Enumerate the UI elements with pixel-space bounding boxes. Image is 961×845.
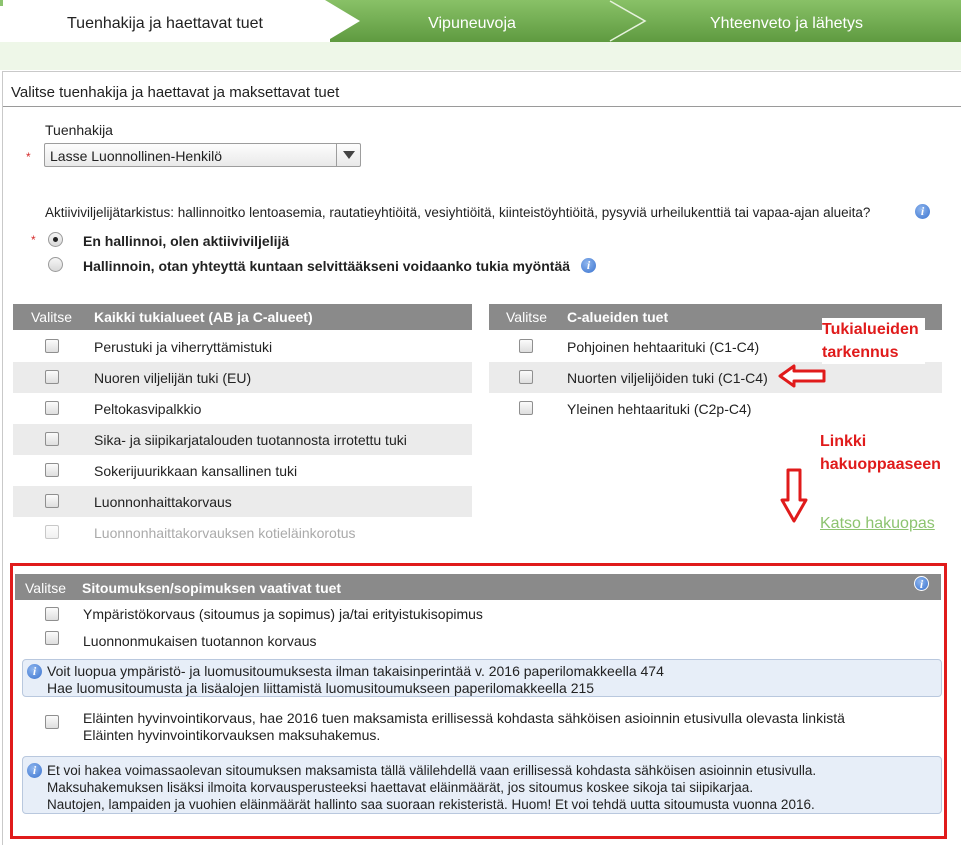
table-row (13, 331, 472, 362)
arrow-down-icon (779, 468, 809, 524)
table-row (13, 486, 472, 517)
applicant-select[interactable] (44, 143, 361, 167)
row-label: Sika- ja siipikarjatalouden tuotannosta irrotettu tuki (94, 432, 407, 448)
row-label: Nuoren viljelijän tuki (EU) (94, 370, 252, 386)
panel-divider (3, 106, 961, 107)
panel-title: Valitse tuenhakija ja haettavat ja maksettavat tuet (11, 84, 340, 101)
info-line: Hae luomusitoumusta ja lisäalojen liittamistä luomusitoumukseen paperilomakkeella 215 (47, 680, 595, 696)
checkbox[interactable] (519, 339, 533, 353)
info-line: Et voi hakea voimassaolevan sitoumuksen maksamista tällä välilehdellä vaan erillisessä kohdasta sähköisen asioinnin etusivulla. (47, 763, 817, 778)
annotation-line: tarkennus (822, 344, 899, 361)
column-header-title: Sitoumuksen/sopimuksen vaativat tuet (82, 580, 342, 596)
radio-manages-facilities[interactable] (48, 257, 63, 272)
table-row (13, 517, 472, 548)
info-box-text (47, 762, 816, 813)
required-marker: * (31, 233, 36, 247)
table-row (13, 455, 472, 486)
tab-label: Tuenhakija ja haettavat tuet (67, 15, 263, 32)
required-marker: * (26, 150, 31, 164)
commitment-label: Luonnonmukaisen tuotannon korvaus (83, 633, 317, 649)
info-box (22, 756, 942, 814)
tab-yhteenveto[interactable] (612, 6, 961, 42)
annotation-link-note (820, 430, 941, 476)
table-row (13, 424, 472, 455)
annotation-line: Tukialueiden (822, 321, 919, 338)
wizard-underline-strip (0, 42, 961, 70)
wizard-steps (0, 0, 961, 42)
info-box-text (47, 663, 664, 697)
applicant-select-value: Lasse Luonnollinen-Henkilö (50, 148, 223, 164)
tab-tuenhakija[interactable] (0, 6, 330, 42)
info-line: Maksuhakemuksen lisäksi ilmoita korvausperusteeksi haettavat eläinmäärät, jos sitoumus koskee sikoja tai siipikarjaa. (47, 780, 754, 795)
arrow-left-icon (778, 364, 828, 388)
column-header-select: Valitse (31, 309, 72, 325)
checkbox[interactable] (45, 715, 59, 729)
checkbox-disabled (45, 525, 59, 539)
table-row (13, 362, 472, 393)
row-label: Yleinen hehtaarituki (C2p-C4) (567, 401, 752, 417)
checkbox[interactable] (519, 401, 533, 415)
table-row (489, 362, 942, 393)
guide-link[interactable]: Katso hakuopas (820, 515, 935, 532)
info-line: Nautojen, lampaiden ja vuohien eläinmäärät hallinto saa suoraan rekisteristä. Huom! Et voi tehdä uutta sitoumusta vuonna 2016. (47, 797, 815, 812)
checkbox[interactable] (45, 607, 59, 621)
annotation-line: hakuoppaaseen (820, 456, 941, 473)
row-label: Luonnonhaittakorvaus (94, 494, 232, 510)
column-header-title: C-alueiden tuet (567, 309, 669, 325)
tab-label: Yhteenveto ja lähetys (710, 15, 863, 32)
row-label: Sokerijuurikkaan kansallinen tuki (94, 463, 298, 479)
row-label: Pohjoinen hehtaarituki (C1-C4) (567, 339, 760, 355)
row-label: Peltokasvipalkkio (94, 401, 202, 417)
checkbox[interactable] (45, 463, 59, 477)
tab-vipuneuvoja[interactable] (322, 6, 622, 42)
radio-manages-facilities-label: Hallinnoin, otan yhteyttä kuntaan selvittääkseni voidaanko tukia myöntää (83, 258, 571, 274)
radio-active-farmer[interactable] (48, 232, 63, 247)
info-icon: i (27, 664, 42, 679)
applicant-label: Tuenhakija (45, 122, 113, 138)
checkbox[interactable] (45, 401, 59, 415)
tab-label: Vipuneuvoja (428, 15, 516, 32)
checkbox[interactable] (519, 370, 533, 384)
row-label: Nuorten viljelijöiden tuki (C1-C4) (567, 370, 768, 386)
checkbox[interactable] (45, 339, 59, 353)
checkbox[interactable] (45, 432, 59, 446)
row-label: Perustuki ja viherryttämistuki (94, 339, 273, 355)
animal-welfare-line: Eläinten hyvinvointikorvauksen maksuhakemus. (83, 727, 381, 743)
checkbox[interactable] (45, 631, 59, 645)
checkbox[interactable] (45, 494, 59, 508)
animal-welfare-text (83, 710, 845, 744)
info-box (22, 659, 942, 697)
annotation-area-note (822, 318, 925, 364)
table-header-all-areas (13, 304, 472, 330)
info-icon[interactable]: i (914, 576, 929, 591)
checkbox[interactable] (45, 370, 59, 384)
info-icon: i (27, 763, 42, 778)
column-header-title: Kaikki tukialueet (AB ja C-alueet) (94, 309, 313, 325)
row-label: Luonnonhaittakorvauksen kotieläinkorotus (94, 525, 356, 541)
info-icon[interactable]: i (915, 204, 930, 219)
commitment-label: Ympäristökorvaus (sitoumus ja sopimus) ja/tai erityistukisopimus (83, 606, 483, 622)
annotation-line: Linkki (820, 433, 867, 450)
chevron-down-icon[interactable] (336, 144, 360, 166)
radio-active-farmer-label: En hallinnoi, olen aktiiviviljelijä (83, 233, 290, 249)
info-icon[interactable]: i (581, 258, 596, 273)
table-header-commitments (15, 574, 941, 600)
table-row (13, 393, 472, 424)
animal-welfare-line: Eläinten hyvinvointikorvaus, hae 2016 tuen maksamista erillisessä kohdasta sähköisen asioinnin etusivulla olevasta linkistä (83, 710, 845, 726)
column-header-select: Valitse (25, 580, 66, 596)
table-row (489, 393, 942, 424)
info-line: Voit luopua ympäristö- ja luomusitoumuksesta ilman takaisinperintää v. 2016 paperilomakkeella 474 (47, 663, 664, 679)
column-header-select: Valitse (506, 309, 547, 325)
active-farmer-question: Aktiiviviljelijätarkistus: hallinnoitko lentoasemia, rautatieyhtiöitä, vesiyhtiöitä, kiinteistöyhtiöitä, pysyviä urheilukenttiä tai vapaa-ajan alueita? (45, 205, 871, 220)
